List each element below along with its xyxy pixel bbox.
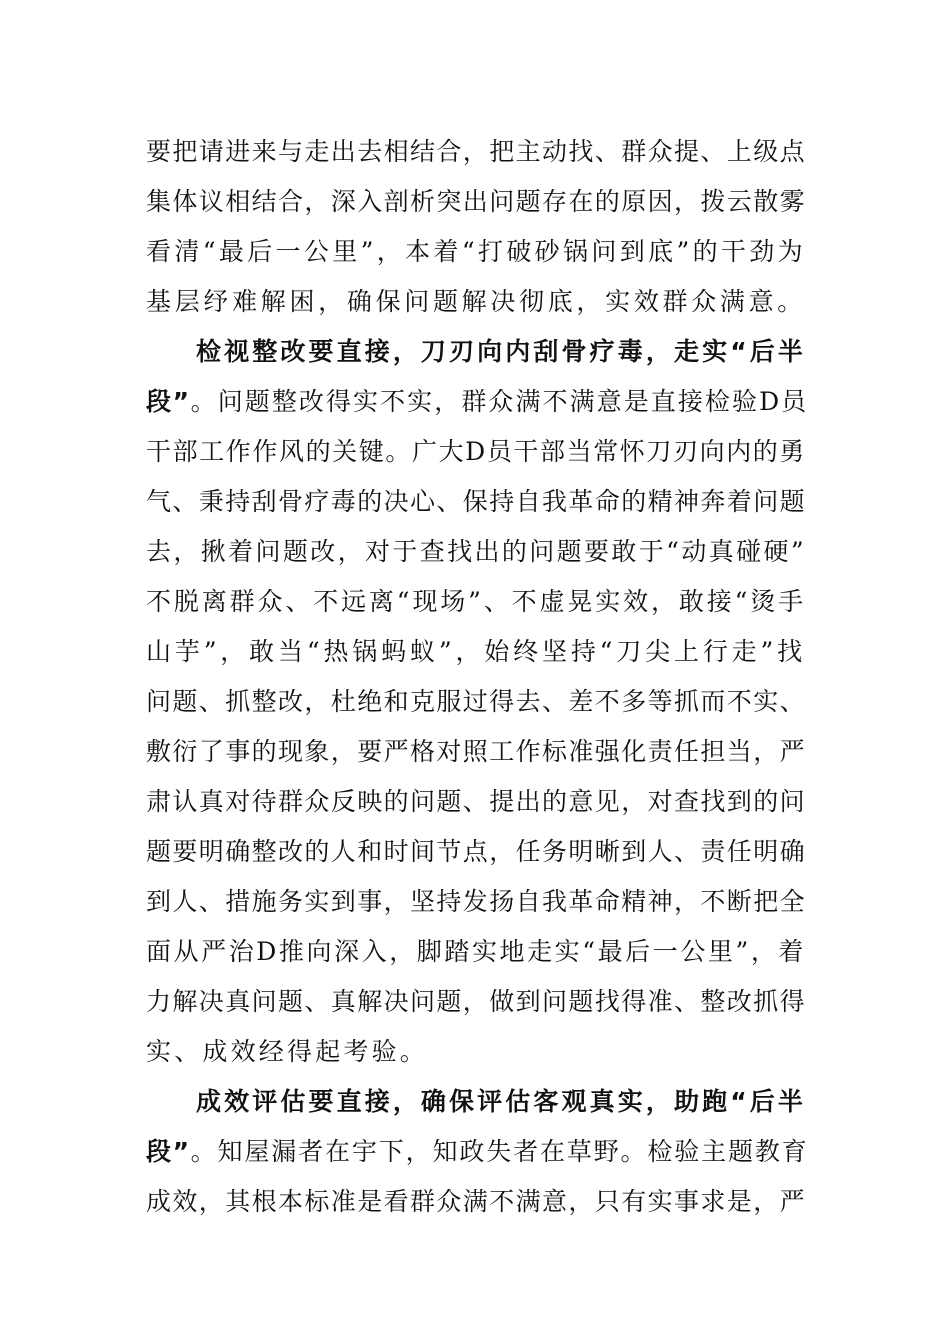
paragraph-text: 。知屋漏者在宇下，知政失者在草野。检验主题教育 (190, 1137, 809, 1166)
paragraph-line: 到人、措施务实到事，坚持发扬自我革命精神，不断把全 (146, 887, 806, 916)
paragraph-line: 问题、抓整改，杜绝和克服过得去、差不多等抓而不实、 (146, 687, 806, 716)
paragraph-line: 基层纾难解困，确保问题解决彻底，实效群众满意。 (146, 287, 806, 316)
paragraph-line: 去，揪着问题改，对于查找出的问题要敢于“动真碰硬” (146, 537, 806, 566)
paragraph-line: 力解决真问题、真解决问题，做到问题找得准、整改抓得 (146, 987, 806, 1016)
section-heading: 检视整改要直接，刀刃向内刮骨疗毒，走实“后半 (196, 337, 806, 366)
paragraph-line: 肃认真对待群众反映的问题、提出的意见，对查找到的问 (146, 787, 806, 816)
paragraph-line: 不脱离群众、不远离“现场”、不虚晃实效，敢接“烫手 (146, 587, 806, 616)
paragraph-line: 干部工作作风的关键。广大D员干部当常怀刀刃向内的勇 (146, 437, 806, 466)
section-heading: 成效评估要直接，确保评估客观真实，助跑“后半 (196, 1087, 806, 1116)
paragraph-line: 题要明确整改的人和时间节点，任务明晰到人、责任明确 (146, 837, 806, 866)
paragraph-line: 要把请进来与走出去相结合，把主动找、群众提、上级点 (146, 137, 806, 166)
paragraph-line: 集体议相结合，深入剖析突出问题存在的原因，拨云散雾 (146, 187, 806, 216)
paragraph-line (146, 1136, 809, 1168)
paragraph-line (146, 386, 808, 418)
paragraph-line: 面从严治D推向深入，脚踏实地走实“最后一公里”，着 (146, 937, 806, 966)
paragraph-line: 气、秉持刮骨疗毒的决心、保持自我革命的精神奔着问题 (146, 487, 806, 516)
paragraph-line: 山芋”，敢当“热锅蚂蚁”，始终坚持“刀尖上行走”找 (146, 637, 806, 666)
paragraph-line: 成效，其根本标准是看群众满不满意，只有实事求是，严 (146, 1187, 806, 1216)
paragraph-text: 。问题整改得实不实，群众满不满意是直接检验D员 (190, 387, 809, 416)
section-heading-tail: 段” (146, 387, 191, 416)
paragraph-line: 敷衍了事的现象，要严格对照工作标准强化责任担当，严 (146, 737, 806, 766)
paragraph-line: 看清“最后一公里”，本着“打破砂锅问到底”的干劲为 (146, 237, 806, 266)
paragraph-line: 实、成效经得起考验。 (146, 1037, 429, 1066)
section-heading-tail: 段” (146, 1137, 191, 1166)
